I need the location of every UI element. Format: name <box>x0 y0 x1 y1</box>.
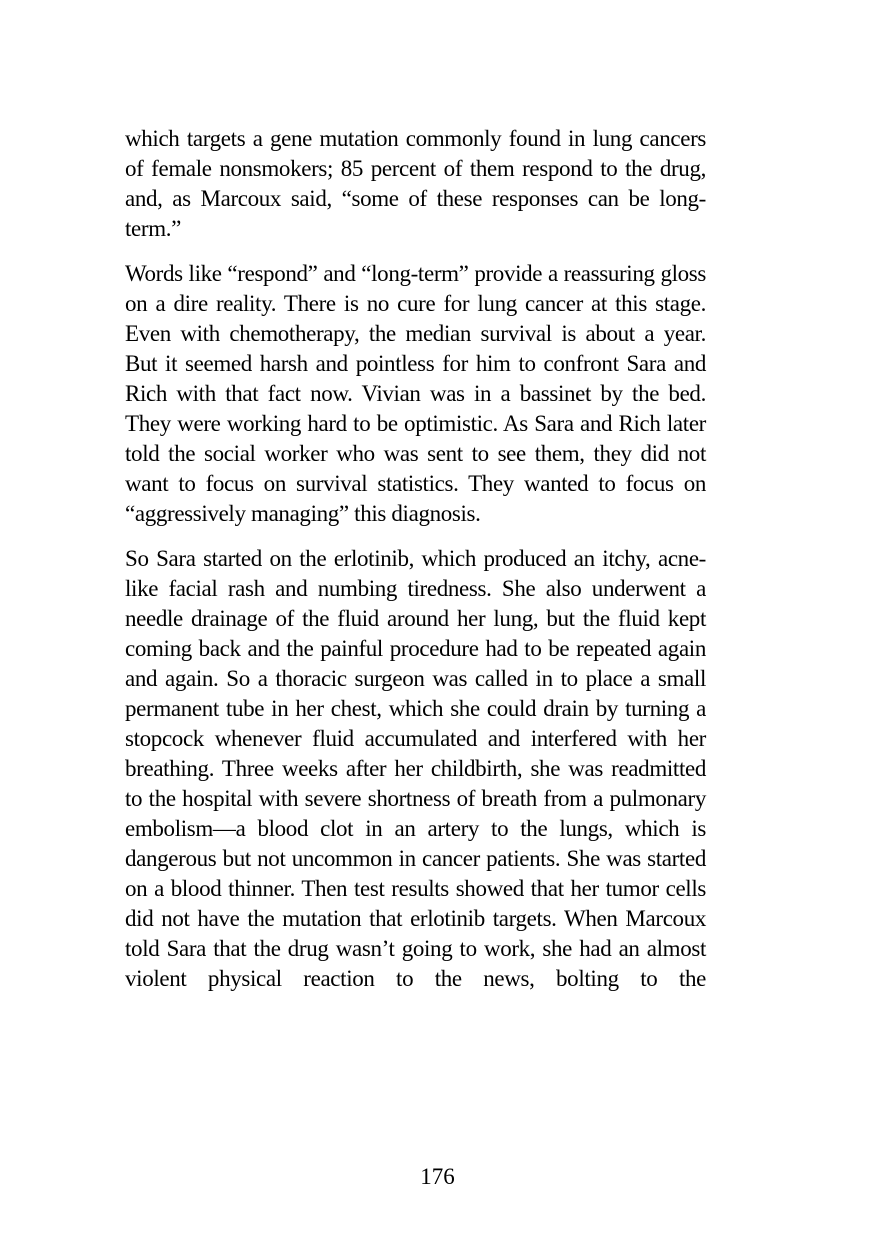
paragraph-2: Words like “respond” and “long-term” provide a reassuring gloss on a dire reality. There is no cure for lung cancer at this stage. Even with chemotherapy, the median survival is about a year. But it seemed harsh and pointless for him to confront Sara and Rich with that fact now. Vivian was in a bassinet by the bed. They were working hard to be optimistic. As Sara and Rich later told the social worker who was sent to see them, they did not want to focus on survival statistics. They wanted to focus on “aggressively managing” this diagnosis. <box>125 261 706 526</box>
paragraph-3: So Sara started on the erlotinib, which produced an itchy, acne-like facial rash and numbing tiredness. She also underwent a needle drainage of the fluid around her lung, but the fluid kept coming back and the painful procedure had to be repeated again and again. So a thoracic surgeon was called in to place a small permanent tube in her chest, which she could drain by turning a stopcock whenever fluid accumulated and interfered with her breathing. Three weeks after her childbirth, she was readmitted to the hospital with severe shortness of breath from a pulmonary embolism—a blood clot in an artery to the lungs, which is dangerous but not uncommon in cancer patients. She was started on a blood thinner. Then test results showed that her tumor cells did not have the mutation that erlotinib targets. When Marcoux told Sara that the drug wasn’t going to work, she had an almost violent physical reaction to the news, bolting to the <box>125 546 706 991</box>
paragraph-1: which targets a gene mutation commonly found in lung cancers of female nonsmokers; 85 percent of them respond to the drug, and, as Marcoux said, “some of these responses can be long-term.” <box>125 126 706 241</box>
body-text <box>125 124 706 1009</box>
page-number: 176 <box>420 1164 455 1189</box>
